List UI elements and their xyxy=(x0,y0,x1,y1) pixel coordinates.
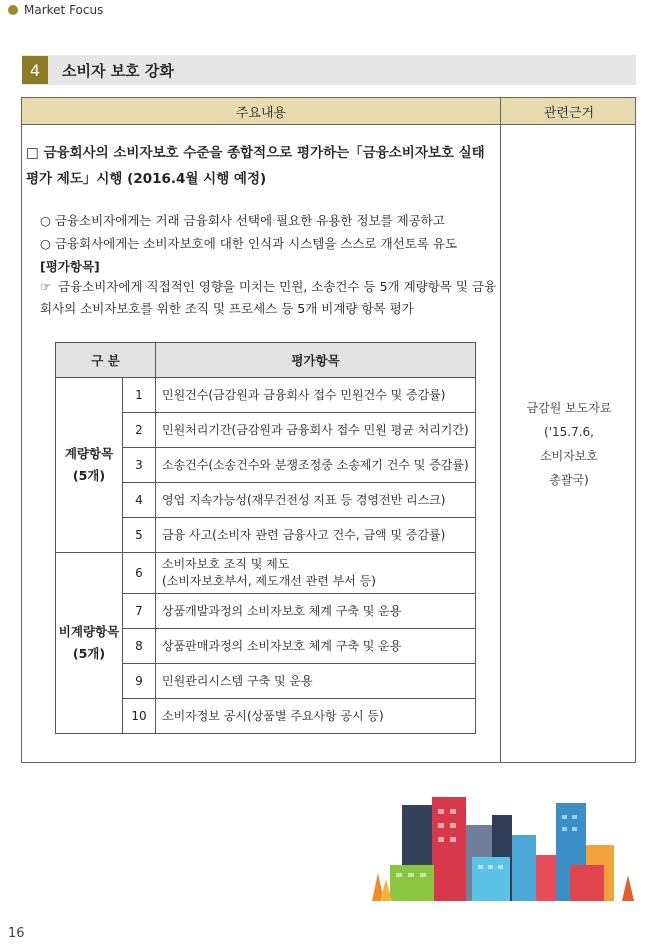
row-number: 1 xyxy=(123,378,156,413)
city-skyline-illustration xyxy=(360,795,640,905)
pointing-hand-icon: ☞ xyxy=(40,279,52,294)
basis-line-4: 총괄국) xyxy=(549,473,589,487)
basis-line-2: ('15.7.6, xyxy=(544,425,594,439)
row-item: 상품판매과정의 소비자보호 체계 구축 및 운용 xyxy=(156,629,476,664)
row-item xyxy=(156,553,476,594)
section-bar xyxy=(22,55,636,85)
group-count: (5개) xyxy=(72,646,106,661)
section-title: 소비자 보호 강화 xyxy=(62,61,174,80)
basis-text xyxy=(501,396,637,492)
eval-desc xyxy=(40,276,500,320)
row-item: 소송건수(소송건수와 분쟁조정중 소송제기 건수 및 증감률) xyxy=(156,448,476,483)
row-number: 9 xyxy=(123,664,156,699)
main-heading: □ 금융회사의 소비자보호 수준을 종합적으로 평가하는「금융소비자보호 실태평가 제도」시행 (2016.4월 시행 예정) xyxy=(26,145,485,187)
row-item: 민원처리기간(금감원과 금융회사 접수 민원 평균 처리기간) xyxy=(156,413,476,448)
group-count: (5개) xyxy=(72,468,106,483)
basis-line-1: 금감원 보도자료 xyxy=(526,401,612,415)
col-items-header: 평가항목 xyxy=(156,343,476,378)
row-item: 민원관리시스템 구축 및 운용 xyxy=(156,664,476,699)
bullet-1: ○ 금융소비자에게는 거래 금융회사 선택에 필요한 유용한 정보를 제공하고 xyxy=(40,213,445,228)
bullet-2: ○ 금융회사에게는 소비자보호에 대한 인식과 시스템을 스스로 개선토록 유도 xyxy=(40,236,458,251)
page-number: 16 xyxy=(8,926,25,941)
group-name: 계량항목 xyxy=(64,446,114,461)
group-name: 비계량항목 xyxy=(58,624,120,639)
eval-title: [평가항목] xyxy=(40,259,100,274)
row-number: 2 xyxy=(123,413,156,448)
header-dot-icon xyxy=(8,5,18,15)
col-category-header: 구 분 xyxy=(56,343,156,378)
eval-table xyxy=(55,342,476,734)
row-number: 8 xyxy=(123,629,156,664)
row-number: 10 xyxy=(123,699,156,734)
row-item: 영업 지속가능성(재무건전성 지표 등 경영전반 리스크) xyxy=(156,483,476,518)
row-number: 4 xyxy=(123,483,156,518)
row-number: 6 xyxy=(123,553,156,594)
main-table xyxy=(21,97,636,763)
row-item-line2: (소비자보호부서, 제도개선 관련 부서 등) xyxy=(162,574,376,588)
building-icon xyxy=(390,797,614,901)
group-quantitative xyxy=(56,378,123,553)
table-row xyxy=(56,553,476,594)
row-item: 소비자정보 공시(상품별 주요사항 공시 등) xyxy=(156,699,476,734)
eval-desc-text: 금융소비자에게 직접적인 영향을 미치는 민원, 소송건수 등 5개 계량항목 및 금융회사의 소비자보호를 위한 조직 및 프로세스 등 5개 비계량 항목 평가 xyxy=(40,279,497,316)
header xyxy=(8,3,103,17)
row-number: 5 xyxy=(123,518,156,553)
row-item: 민원건수(금감원과 금융회사 접수 민원건수 및 증감률) xyxy=(156,378,476,413)
table-row xyxy=(56,378,476,413)
group-qualitative xyxy=(56,553,123,734)
row-item: 상품개발과정의 소비자보호 체계 구축 및 운용 xyxy=(156,594,476,629)
row-item-line1: 소비자보호 조직 및 제도 xyxy=(162,557,290,571)
col-main-header: 주요내용 xyxy=(235,105,287,121)
col-basis-header: 관련근거 xyxy=(500,98,637,124)
section-number: 4 xyxy=(22,56,48,84)
basis-line-3: 소비자보호 xyxy=(540,449,598,463)
row-item: 금융 사고(소비자 관련 금융사고 건수, 금액 및 증감률) xyxy=(156,518,476,553)
header-label: Market Focus xyxy=(24,3,104,17)
row-number: 7 xyxy=(123,594,156,629)
row-number: 3 xyxy=(123,448,156,483)
main-table-header xyxy=(22,98,635,125)
